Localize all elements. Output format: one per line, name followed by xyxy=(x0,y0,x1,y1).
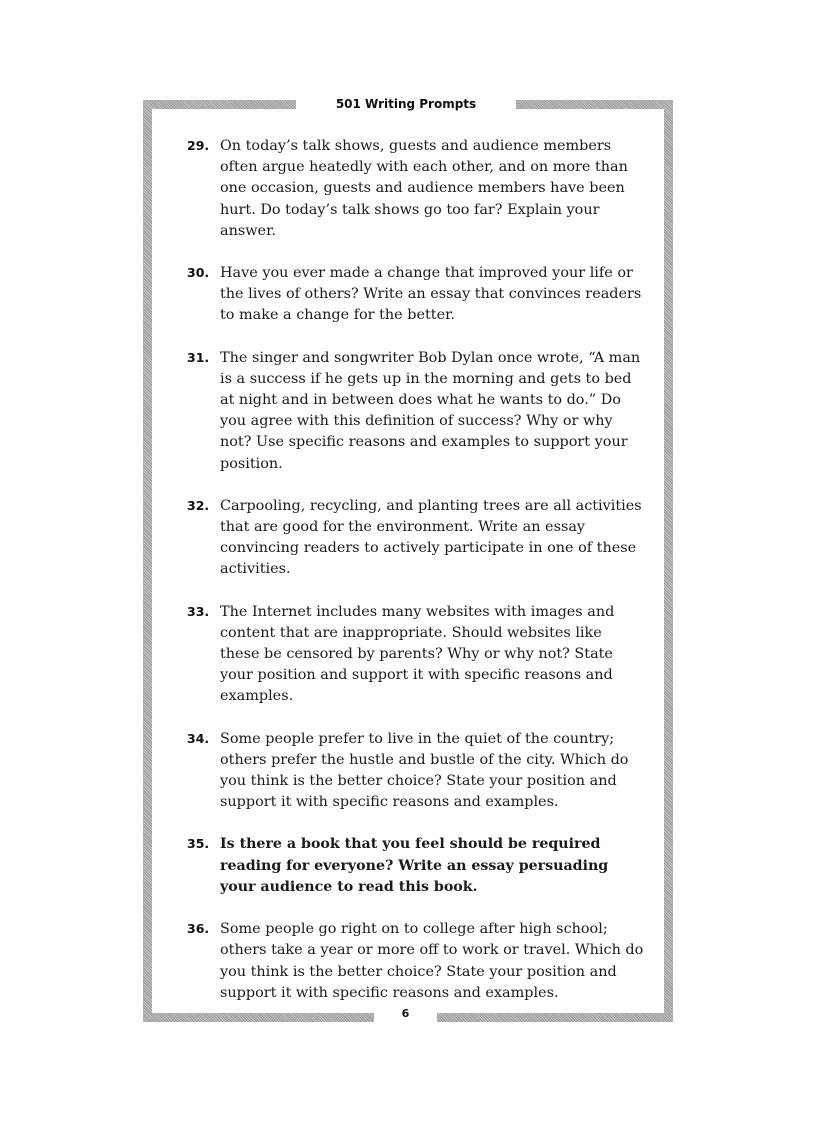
prompt-text: Carpooling, recycling, and planting trees are all activities that are good for the environment. Write an essay convincing readers to actively participate in one of these activities. xyxy=(220,497,642,578)
prompt-text: The singer and songwriter Bob Dylan once wrote, “A man is a success if he gets up in the morning and gets to bed at night and in between does what he wants to do.” Do you agree with this definition of success? Why or why not? Use specific reasons and examples to support your position. xyxy=(220,349,641,472)
prompt-text: Some people prefer to live in the quiet of the country; others prefer the hustle and bustle of the city. Which do you think is the better choice? State your position and support it with specific reasons and examples. xyxy=(220,730,629,811)
prompt-text: Some people go right on to college after high school; others take a year or more off to work or travel. Which do you think is the better choice? State your position and support it with specific reasons and examples. xyxy=(220,921,644,1001)
prompt-item xyxy=(182,348,644,475)
prompt-number: 34. xyxy=(187,730,210,746)
prompt-text: Have you ever made a change that improved your life or the lives of others? Write an essay that convinces readers to make a change for the better. xyxy=(220,265,642,324)
page-number: 6 xyxy=(401,1007,410,1020)
prompt-text: On today’s talk shows, guests and audience members often argue heatedly with each other, and on more than one occasion, guests and audience members have been hurt. Do today’s talk shows go too far? Explain your answer. xyxy=(220,138,628,239)
prompt-item xyxy=(182,919,644,1004)
running-header: 501 Writing Prompts xyxy=(335,97,477,111)
prompt-item xyxy=(182,136,644,242)
prompt-number: 29. xyxy=(187,138,210,153)
prompt-number: 32. xyxy=(187,497,210,513)
frame-top-left xyxy=(143,100,296,109)
prompt-number: 36. xyxy=(187,921,210,937)
frame-left xyxy=(143,100,152,1022)
prompt-item xyxy=(182,729,644,814)
prompt-item xyxy=(182,496,644,581)
frame-top-right xyxy=(516,100,673,109)
prompt-text: The Internet includes many websites with images and content that are inappropriate. Should websites like these be censored by parents? Why or why not? State your position and support it with specific reasons and examples. xyxy=(220,603,615,705)
prompt-number: 31. xyxy=(187,349,210,365)
prompt-text: Is there a book that you feel should be required reading for everyone? Write an essay persuading your audience to read this book. xyxy=(220,836,609,895)
prompt-number: 33. xyxy=(187,603,210,619)
prompt-list xyxy=(182,136,644,1025)
prompt-item xyxy=(182,602,644,708)
prompt-item xyxy=(182,263,644,327)
prompt-number: 35. xyxy=(187,836,210,852)
prompt-number: 30. xyxy=(187,265,210,281)
prompt-item-highlighted xyxy=(182,834,644,898)
frame-right xyxy=(664,100,673,1022)
